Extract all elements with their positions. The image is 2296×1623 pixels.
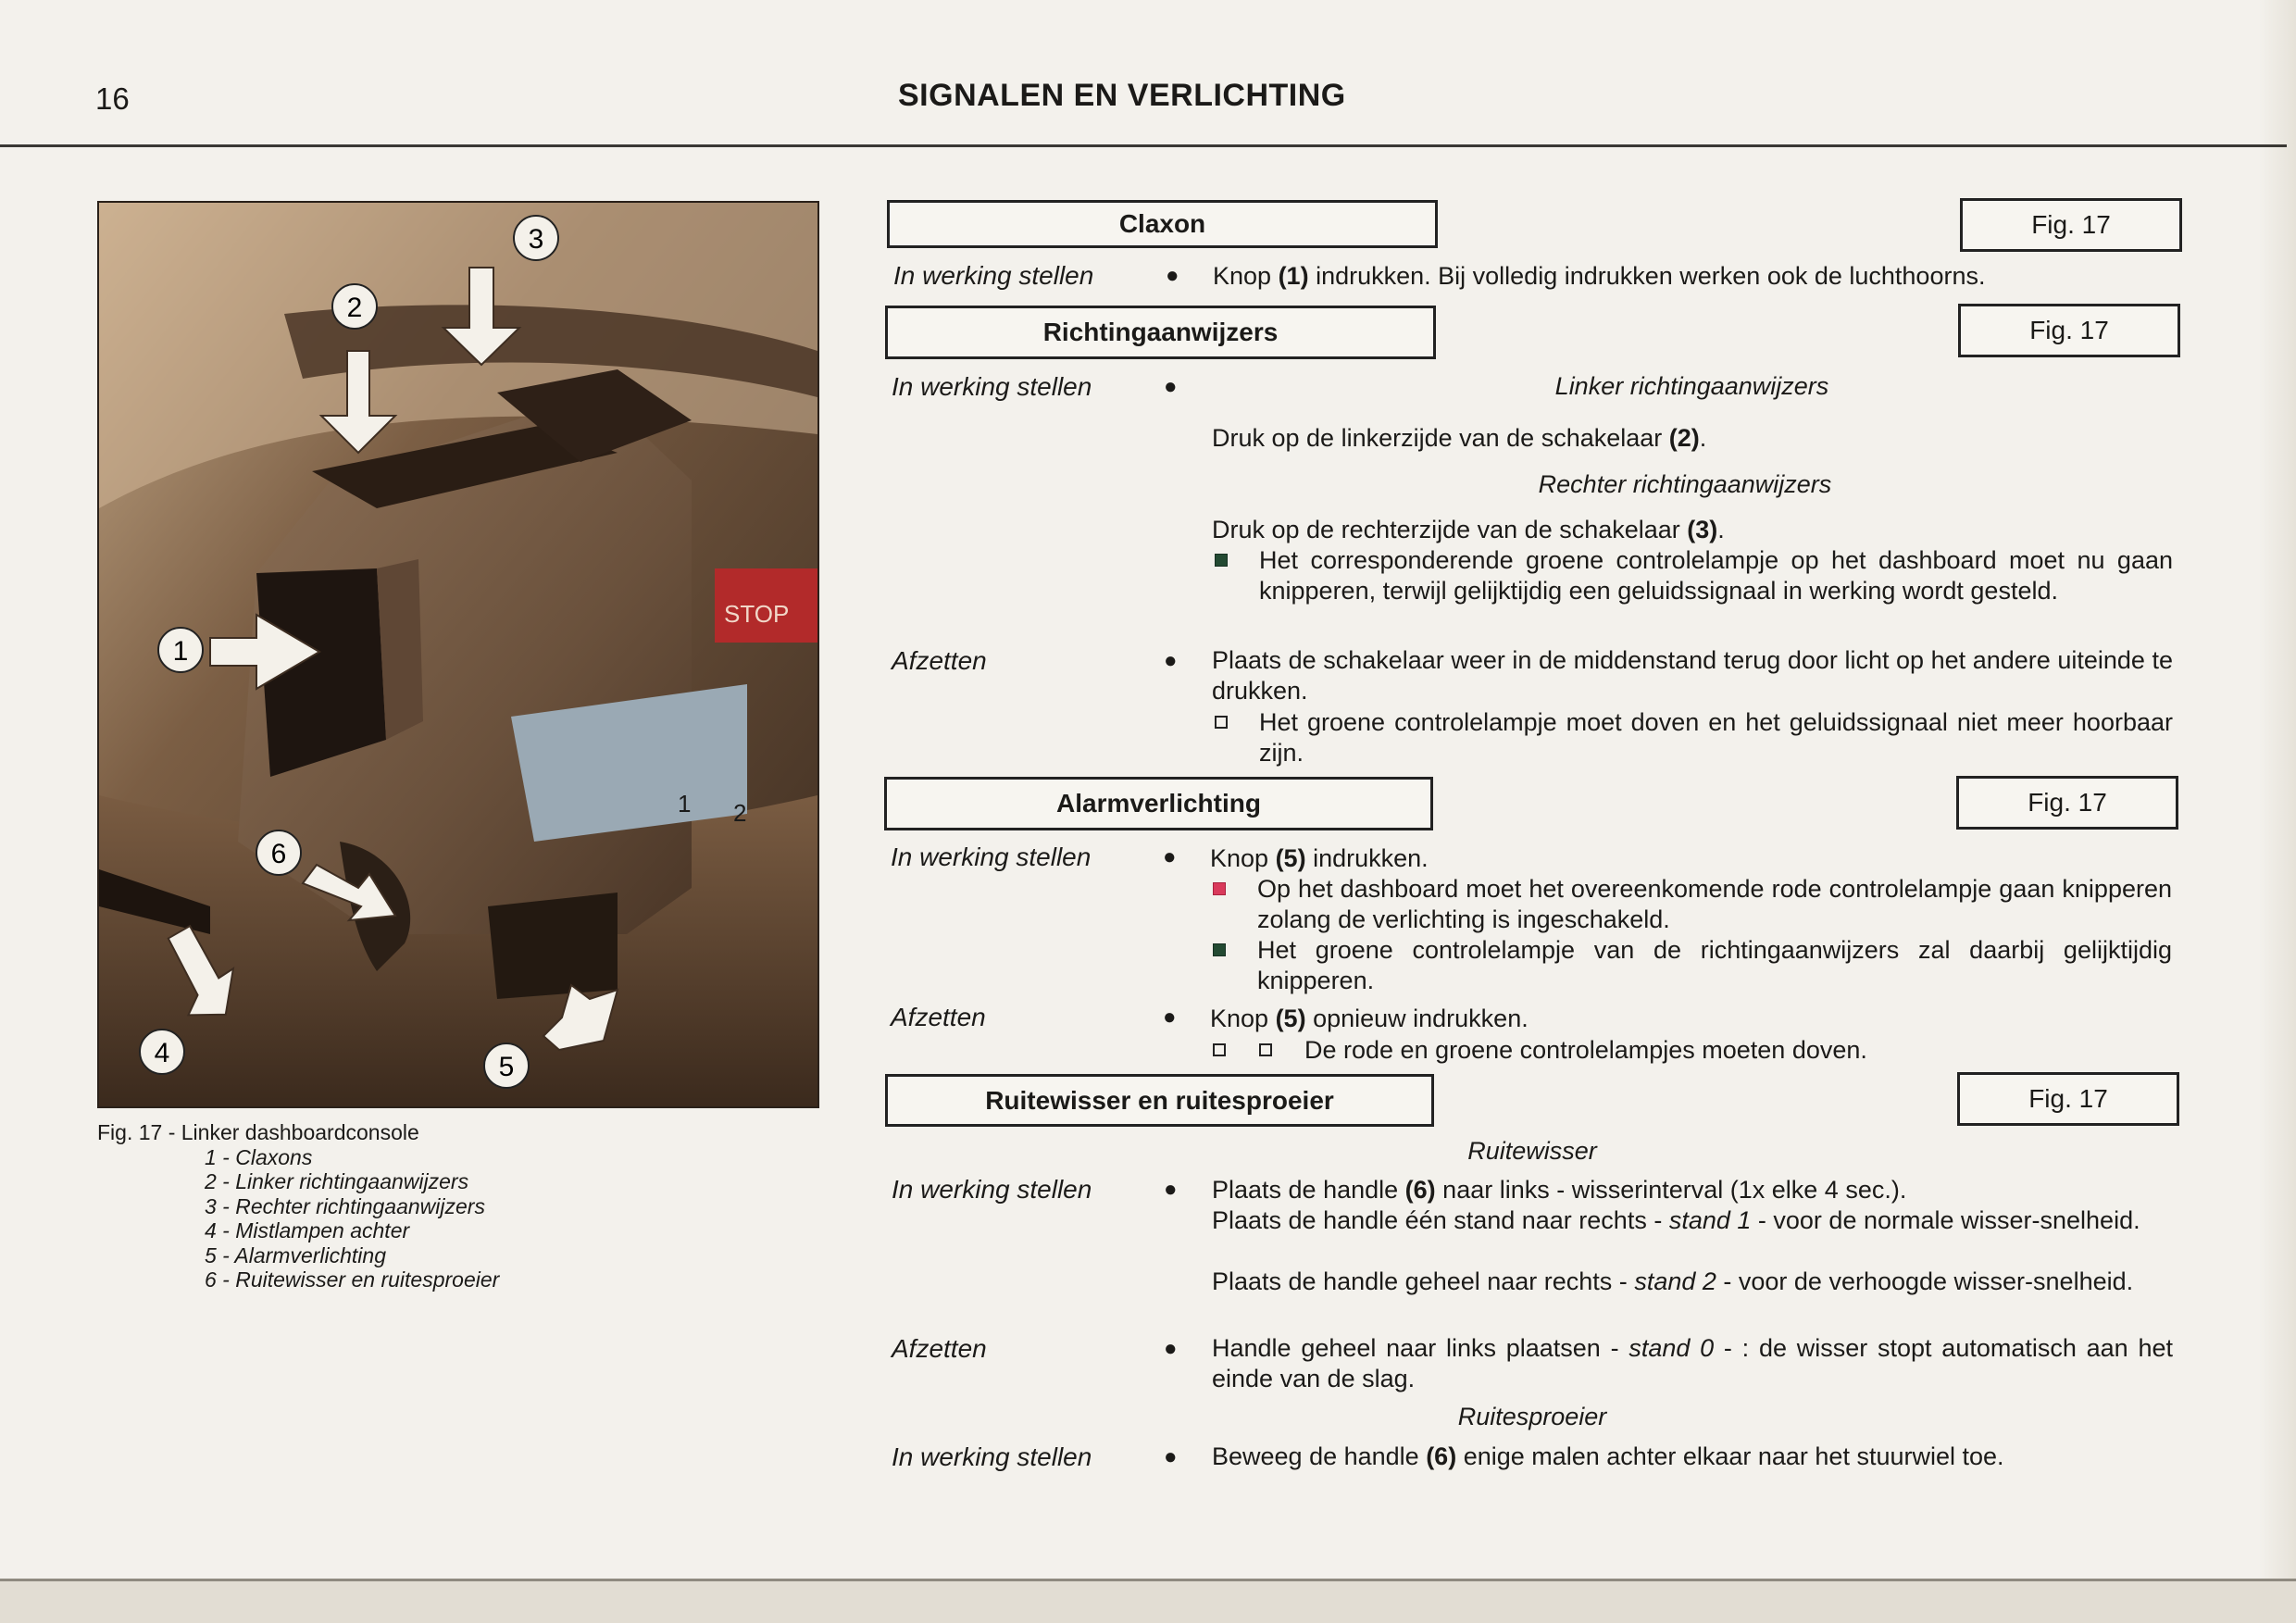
sub-ruitewisser: Ruitewisser (1467, 1137, 1597, 1165)
figure-caption (97, 1120, 499, 1292)
page-title: SIGNALEN EN VERLICHTING (898, 78, 1346, 113)
bullet-icon: ● (1164, 648, 1178, 673)
caption-legend (97, 1145, 499, 1292)
callout-1: 1 (172, 636, 189, 667)
page-bottom-edge (0, 1579, 2296, 1623)
callout-2: 2 (346, 293, 363, 323)
green-lamp-icon (1213, 943, 1226, 956)
alarm-red-note: Op het dashboard moet het overeenkomende rode controlelampje gaan knipperen zolang de verlichting is ingeschakeld. (1257, 875, 2172, 933)
alarm-off-instruction: Knop (5) opnieuw indrukken. (1210, 1005, 1529, 1032)
dashboard-console-illustration (99, 203, 817, 1106)
claxon-instruction: Knop (1) indrukken. Bij volledig indrukken werken ook de luchthoorns. (1213, 262, 1986, 290)
bullet-icon: ● (1164, 1444, 1178, 1469)
richting-off-note: Het groene controlelampje moet doven en het geluidssignaal niet meer hoorbaar zijn. (1259, 708, 2173, 767)
section-title-alarmverlichting: Alarmverlichting (884, 777, 1433, 830)
richting-label-on: In werking stellen (892, 372, 1092, 401)
empty-lamp-icon (1215, 716, 1228, 729)
bullet-icon: ● (1163, 1005, 1177, 1030)
bullet-icon: ● (1164, 374, 1178, 399)
section-title-richtingaanwijzers: Richtingaanwijzers (885, 306, 1436, 359)
page-edge (2259, 0, 2296, 1620)
caption-item: 3 - Rechter richtingaanwijzers (205, 1193, 485, 1218)
header-rule (0, 144, 2287, 147)
wiper-line-3: Plaats de handle geheel naar rechts - stand 2 - voor de verhoogde wisser-snelheid. (1212, 1267, 2134, 1295)
richting-label-off: Afzetten (892, 646, 987, 675)
empty-lamp-icon (1213, 1043, 1226, 1056)
wiper-line-2: Plaats de handle één stand naar rechts - stand 1 - voor de normale wisser-snelheid. (1212, 1206, 2140, 1234)
stop-button-label: STOP (724, 600, 790, 628)
green-lamp-icon (1215, 554, 1228, 567)
fig-ref-claxon: Fig. 17 (1960, 198, 2182, 252)
caption-title: Fig. 17 - Linker dashboardconsole (97, 1120, 419, 1144)
caption-item: 1 - Claxons (205, 1144, 313, 1169)
callout-5: 5 (498, 1052, 515, 1082)
alarm-green-note: Het groene controlelampje van de richtingaanwijzers zal daarbij gelijktijdig knipperen. (1257, 936, 2172, 994)
caption-item: 2 - Linker richtingaanwijzers (205, 1169, 469, 1193)
section-title-ruitewisser: Ruitewisser en ruitesproeier (885, 1074, 1434, 1127)
red-lamp-icon (1213, 882, 1226, 895)
wiper-off-instruction: Handle geheel naar links plaatsen - stand 0 - : de wisser stopt automatisch aan het einde van de slag. (1212, 1334, 2173, 1392)
alarm-label-off: Afzetten (891, 1003, 986, 1031)
empty-lamp-icon (1259, 1043, 1272, 1056)
section-title-claxon: Claxon (887, 200, 1438, 248)
wiper-line-1: Plaats de handle (6) naar links - wisserinterval (1x elke 4 sec.). (1212, 1176, 1907, 1204)
sub-linker: Linker richtingaanwijzers (1554, 372, 1829, 400)
wiper-label-on: In werking stellen (892, 1175, 1092, 1204)
wiper-label-off: Afzetten (892, 1334, 987, 1363)
wiper-position-1: 1 (678, 790, 692, 818)
dashboard-console-figure (97, 201, 819, 1108)
claxon-label-on: In werking stellen (893, 261, 1094, 290)
callout-6: 6 (270, 839, 287, 869)
richting-green-note: Het corresponderende groene controlelampje op het dashboard moet nu gaan knipperen, terwijl gelijktijdig een geluidssignaal in werking wordt gesteld. (1259, 546, 2173, 605)
washer-label-on: In werking stellen (892, 1442, 1092, 1471)
alarm-label-on: In werking stellen (891, 843, 1092, 871)
wiper-position-2: 2 (733, 799, 747, 827)
sub-ruitesproeier: Ruitesproeier (1457, 1403, 1607, 1430)
callout-3: 3 (528, 224, 544, 255)
page-number: 16 (95, 81, 130, 116)
linker-instruction: Druk op de linkerzijde van de schakelaar (2). (1212, 424, 1707, 452)
bullet-icon: ● (1164, 1336, 1178, 1361)
fig-ref-ruitewisser: Fig. 17 (1957, 1072, 2179, 1126)
alarm-on-instruction: Knop (5) indrukken. (1210, 844, 1429, 872)
bullet-icon: ● (1163, 844, 1177, 869)
sub-rechter: Rechter richtingaanwijzers (1538, 470, 1832, 498)
caption-item: 4 - Mistlampen achter (205, 1218, 410, 1242)
alarm-off-note: De rode en groene controlelampjes moeten doven. (1304, 1036, 1867, 1064)
caption-item: 5 - Alarmverlichting (205, 1242, 386, 1267)
rechter-instruction: Druk op de rechterzijde van de schakelaar (3). (1212, 516, 1725, 543)
fig-ref-alarmverlichting: Fig. 17 (1956, 776, 2178, 830)
caption-item: 6 - Ruitewisser en ruitesproeier (205, 1267, 500, 1292)
bullet-icon: ● (1164, 1177, 1178, 1202)
fig-ref-richtingaanwijzers: Fig. 17 (1958, 304, 2180, 357)
washer-instruction: Beweeg de handle (6) enige malen achter elkaar naar het stuurwiel toe. (1212, 1442, 2004, 1470)
callout-4: 4 (154, 1038, 170, 1068)
bullet-icon: ● (1166, 263, 1179, 288)
richting-off-instruction: Plaats de schakelaar weer in de middenstand terug door licht op het andere uiteinde te drukken. (1212, 646, 2173, 705)
